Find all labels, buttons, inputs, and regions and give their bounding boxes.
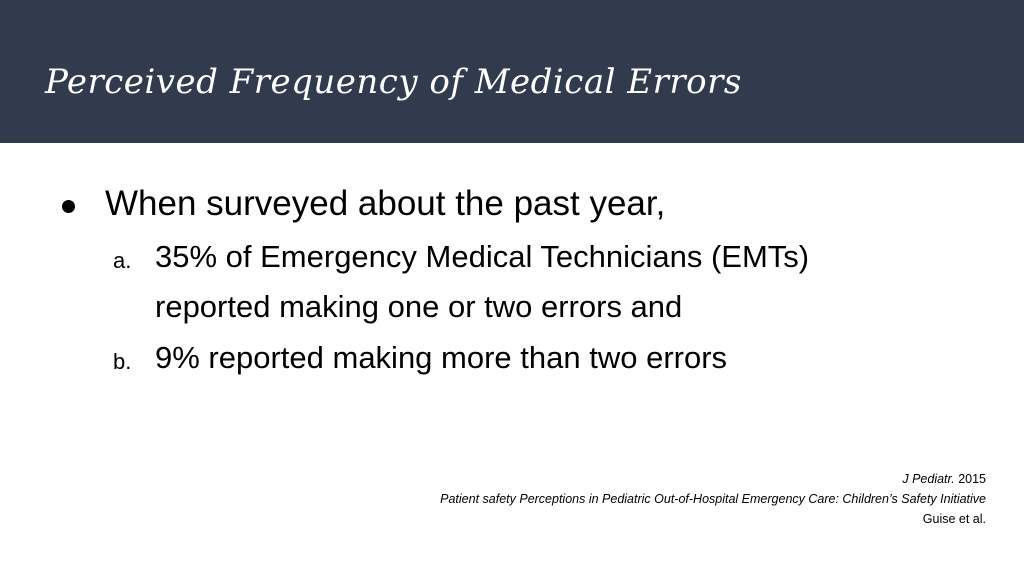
- sub-item-marker-a: a.: [113, 248, 132, 273]
- citation-journal-line: [902, 472, 986, 486]
- slide-title: Perceived Frequency of Medical Errors: [45, 62, 742, 102]
- bullet-text: When surveyed about the past year,: [105, 184, 666, 223]
- citation-article-title: Patient safety Perceptions in Pediatric Out-of-Hospital Emergency Care: Children’s Safety Initiative: [440, 492, 986, 506]
- title-bar: [0, 0, 1024, 143]
- bullet-dot-icon: [62, 200, 75, 213]
- sub-item-a-line-1: 35% of Emergency Medical Technicians (EMTs): [155, 239, 810, 274]
- sub-item-a-line-2: reported making one or two errors and: [155, 289, 683, 324]
- citation-authors: Guise et al.: [922, 512, 986, 526]
- citation-journal: J Pediatr.: [902, 472, 955, 486]
- sub-item-b-line-1: 9% reported making more than two errors: [155, 340, 728, 375]
- sub-item-marker-b: b.: [113, 349, 132, 374]
- citation-year: 2015: [958, 472, 986, 486]
